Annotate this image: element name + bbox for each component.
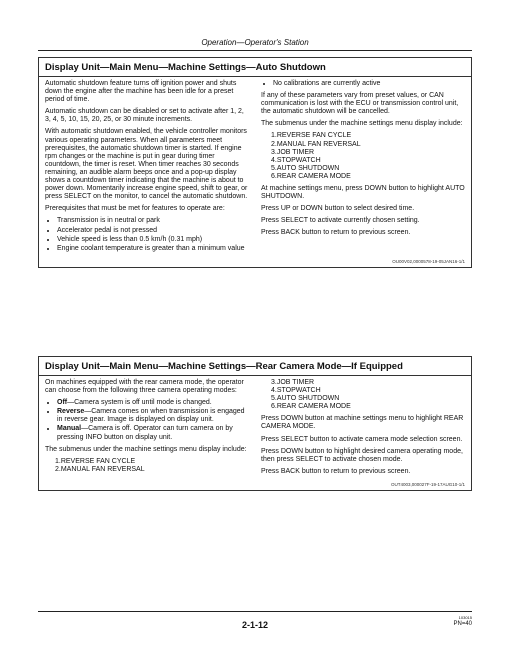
paragraph: If any of these parameters vary from preset values, or CAN communication is lost with the ECU or transmission control unit, the automatic shutdown will be cancelled. (261, 92, 459, 116)
list-item: 2.MANUAL FAN REVERSAL (271, 140, 361, 148)
footer-code-block (453, 614, 472, 628)
list-item: 4.STOPWATCH (271, 387, 321, 395)
list-item: 6.REAR CAMERA MODE (271, 172, 351, 180)
mode-desc: —Camera is off. Operator can turn camera on by pressing INFO button on display unit. (57, 425, 233, 441)
footer-rule (38, 611, 472, 612)
list-item: 4.STOPWATCH (271, 156, 321, 164)
submenu-list (45, 458, 249, 474)
submenu-list-continued (261, 379, 465, 411)
list-item: 5.AUTO SHUTDOWN (271, 164, 340, 172)
mode-desc: —Camera system is off until mode is changed. (67, 399, 212, 407)
footer-pn-code: PN=40 (453, 621, 472, 627)
list-item: 5.AUTO SHUTDOWN (271, 395, 340, 403)
paragraph: The submenus under the machine settings menu display include: (45, 445, 247, 453)
list-item: 1.REVERSE FAN CYCLE (271, 132, 352, 140)
prerequisite-list-continued (261, 80, 465, 88)
page-number: 2-1-12 (241, 620, 268, 630)
paragraph: Press DOWN button to highlight desired camera operating mode, then press SELECT to activate chosen mode. (261, 447, 463, 463)
mode-term: Reverse (57, 408, 85, 416)
paragraph: Press SELECT to activate currently chosen setting. (261, 217, 420, 225)
footer-small-code: 103015 (458, 615, 472, 620)
right-column (255, 379, 465, 480)
mode-desc: —Camera comes on when transmission is engaged in reverse gear. Image is displayed on display unit. (57, 408, 245, 424)
list-item: • Engine coolant temperature is greater than a minimum value (57, 245, 249, 253)
section-columns (39, 379, 471, 480)
paragraph: With automatic shutdown enabled, the vehicle controller monitors various operating parameters. When all parameters meet prerequisites, the automatic shutdown timer is started. If engine rpm changes or the machine is put in gear during timer countdown, the timer is reset. When timer reaches 30 seconds remaining, an audible alarm beeps once and a pop-up display shows a countdown timer indicating that the machine is about to power down. Momentarily increase engine speed, shift to gear, or press SELECT on the monitor, to cancel the automatic shutdown. (45, 128, 248, 201)
list-item: • Accelerator pedal is not pressed (57, 227, 249, 235)
paragraph: The submenus under the machine settings menu display include: (261, 120, 463, 128)
list-item: • No calibrations are currently active (273, 80, 465, 88)
paragraph: Press UP or DOWN button to select desired time. (261, 205, 415, 213)
left-column (45, 379, 255, 480)
section-title: Display Unit—Main Menu—Machine Settings—Rear Camera Mode—If Equipped (45, 361, 403, 372)
submenu-list (261, 132, 465, 181)
section-auto-shutdown (38, 57, 472, 268)
paragraph: Press BACK button to return to previous screen. (261, 467, 411, 475)
list-item: • Transmission is in neutral or park (57, 217, 249, 225)
mode-term: Off (57, 399, 68, 407)
list-item: 2.MANUAL FAN REVERSAL (55, 465, 145, 473)
list-item (57, 399, 249, 407)
list-item: 3.JOB TIMER (271, 148, 315, 156)
paragraph: Automatic shutdown can be disabled or set to activate after 1, 2, 3, 4, 5, 10, 15, 20, 25, or 30 minute increments. (45, 108, 244, 124)
reference-code: OU00V02,0000578-19-05JAN16-1/1 (392, 258, 465, 264)
paragraph: At machine settings menu, press DOWN button to highlight AUTO SHUTDOWN. (261, 185, 465, 201)
paragraph: Press BACK button to return to previous screen. (261, 229, 411, 237)
paragraph: Press SELECT button to activate camera mode selection screen. (261, 435, 463, 443)
list-item (57, 425, 249, 441)
mode-term: Manual (57, 425, 82, 433)
header-rule (38, 50, 472, 51)
camera-mode-list (45, 399, 249, 441)
right-column (255, 80, 465, 257)
section-columns (39, 80, 471, 257)
paragraph: Automatic shutdown feature turns off ignition power and shuts down the engine after the machine has been idle for a preset period of time. (45, 80, 237, 104)
list-item: • Vehicle speed is less than 0.5 km/h (0.31 mph) (57, 236, 249, 244)
list-item: 6.REAR CAMERA MODE (271, 403, 351, 411)
paragraph: On machines equipped with the rear camera mode, the operator can choose from the following three camera operating modes: (45, 379, 244, 395)
section-rear-camera-mode (38, 356, 472, 491)
paragraph: Press DOWN button at machine settings menu to highlight REAR CAMERA MODE. (261, 415, 464, 431)
running-header: Operation—Operator's Station (201, 38, 309, 47)
left-column (45, 80, 255, 257)
section-title-rule (39, 76, 471, 77)
section-title: Display Unit—Main Menu—Machine Settings—Auto Shutdown (45, 62, 326, 73)
section-title-rule (39, 375, 471, 376)
paragraph: Prerequisites that must be met for features to operate are: (45, 205, 225, 213)
list-item (57, 408, 249, 424)
list-item: 3.JOB TIMER (271, 379, 315, 386)
list-item: 1.REVERSE FAN CYCLE (55, 457, 136, 465)
reference-code: OUT4003,000027F-19-17AUG10-1/1 (390, 481, 465, 487)
prerequisite-list (45, 217, 249, 252)
